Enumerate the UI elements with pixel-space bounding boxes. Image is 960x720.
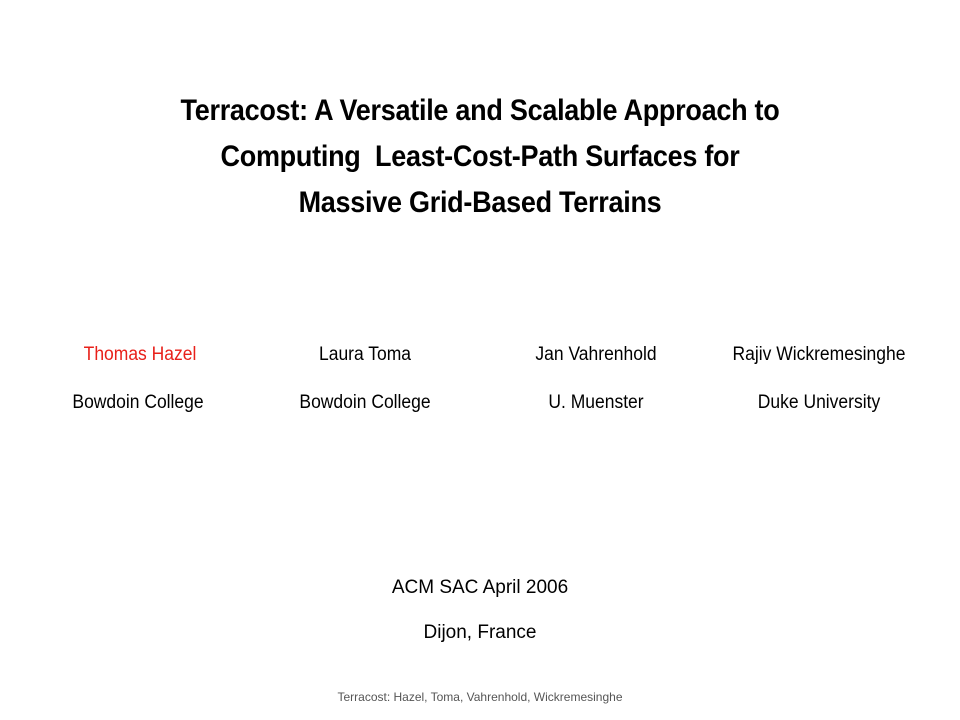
event-location: Dijon, France: [423, 622, 537, 643]
slide-footer: Terracost: Hazel, Toma, Vahrenhold, Wickremesinghe: [337, 690, 623, 704]
slide-title: [48, 88, 912, 226]
author-name-wickremesinghe: Rajiv Wickremesinghe: [732, 344, 906, 365]
author-affiliation-toma: Bowdoin College: [299, 392, 431, 413]
title-line-2: Computing Least-Cost-Path Surfaces for: [220, 140, 740, 173]
author-name-vahrenhold: Jan Vahrenhold: [535, 344, 657, 365]
author-affiliation-wickremesinghe: Duke University: [757, 392, 881, 413]
title-line-1: Terracost: A Versatile and Scalable Approach to: [180, 94, 780, 127]
author-name-hazel: Thomas Hazel: [83, 344, 197, 365]
author-affiliation-hazel: Bowdoin College: [72, 392, 204, 413]
event-name: ACM SAC April 2006: [391, 577, 569, 598]
author-name-toma: Laura Toma: [319, 344, 411, 365]
title-line-3: Massive Grid-Based Terrains: [298, 186, 662, 219]
author-affiliation-vahrenhold: U. Muenster: [548, 392, 644, 413]
